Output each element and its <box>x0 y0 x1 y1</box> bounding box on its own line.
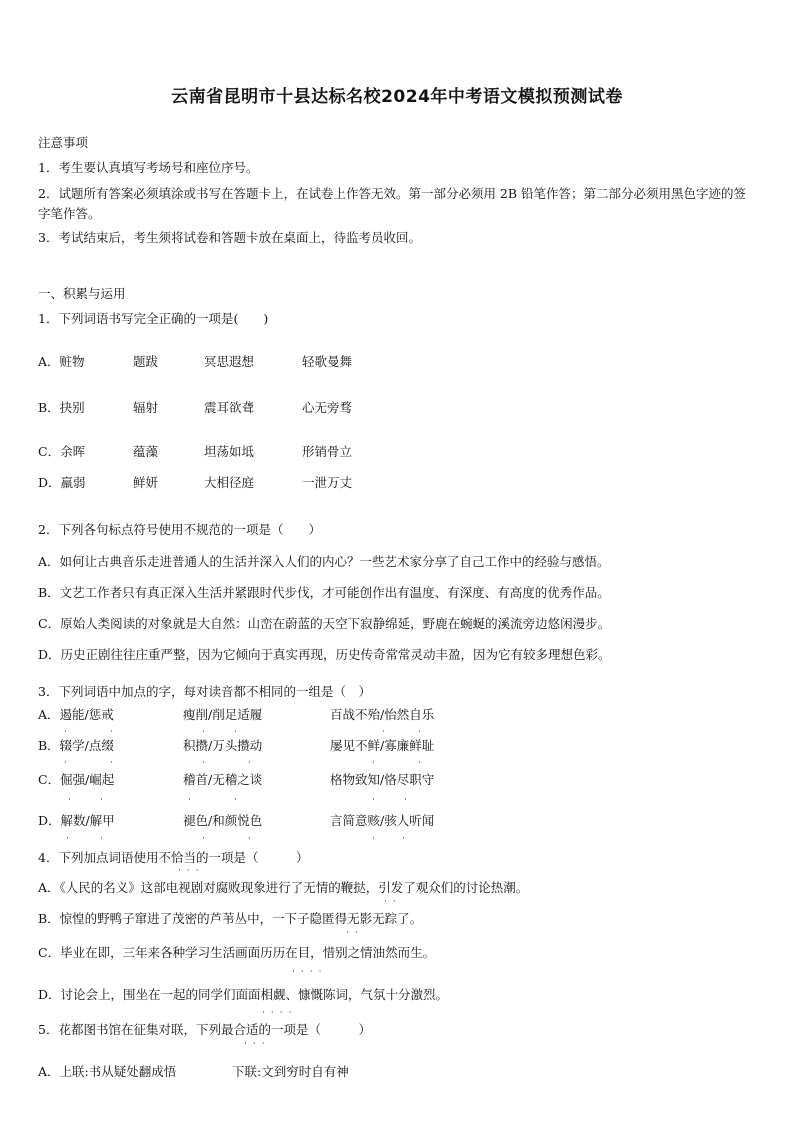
q3-b-col1: B．辍学/点缀 <box>38 738 114 753</box>
q1-a-word4: 轻歌曼舞 <box>302 354 353 369</box>
emphasis-dot: · <box>202 727 211 737</box>
q3-a-col1: A．遏能/惩戒 <box>38 707 114 722</box>
q1-b-word2: 辐射 <box>133 400 159 415</box>
notice-heading: 注意事项 <box>38 135 89 150</box>
emphasis-dot: · <box>404 795 413 805</box>
q3-c-col3: 格物致知/恪尽职守 <box>330 772 435 787</box>
q1-c-label: C．余晖 <box>38 444 86 459</box>
q1-d-word3: 大相径庭 <box>204 475 255 490</box>
q1-b-word4: 心无旁骛 <box>302 400 353 415</box>
q1-a-label: A．赃物 <box>38 354 85 369</box>
q2-option-d: D．历史正剧往往庄重严整，因为它倾向于真实再现，历史传奇常常灵动丰盈，因为它有较多理想色彩。 <box>38 647 611 662</box>
q3-d-col1: D．解数/解甲 <box>38 813 115 828</box>
emphasis-dot: · <box>188 795 197 805</box>
emphasis-dots: ·· <box>346 928 364 938</box>
q3-d-col3: 言简意赅/骇人听闻 <box>330 813 435 828</box>
emphasis-dot: · <box>372 795 381 805</box>
q3-a-col3: 百战不殆/怡然自乐 <box>330 707 435 722</box>
emphasis-dots: ···· <box>292 967 328 977</box>
emphasis-dot: · <box>110 727 119 737</box>
emphasis-dot: · <box>100 795 109 805</box>
emphasis-dot: · <box>202 758 211 768</box>
emphasis-dots: ··· <box>178 866 205 876</box>
q3-stem: 3．下列词语中加点的字，每对读音都不相同的一组是（ ） <box>38 684 371 699</box>
q4-option-d: D．讨论会上，围坐在一起的同学们面面相觑、慷慨陈词，气氛十分激烈。 <box>38 987 449 1002</box>
section-heading: 一、积累与运用 <box>38 286 126 301</box>
emphasis-dot: · <box>100 834 109 844</box>
q3-d-col2: 褪色/和颜悦色 <box>183 813 263 828</box>
q1-b-word3: 震耳欲聋 <box>204 400 255 415</box>
emphasis-dot: · <box>234 795 243 805</box>
q3-c-col1: C．倔强/崛起 <box>38 772 115 787</box>
emphasis-dot: · <box>418 758 427 768</box>
emphasis-dot: · <box>402 834 411 844</box>
emphasis-dot: · <box>234 727 243 737</box>
notice-item-1: 1．考生要认真填写考场号和座位序号。 <box>38 160 259 175</box>
q4-stem: 4．下列加点词语使用不恰当的一项是（ ） <box>38 850 309 865</box>
emphasis-dots: ··· <box>244 1039 271 1049</box>
q4-option-a: A．《人民的名义》这部电视剧对腐败现象进行了无情的鞭挞，引发了观众们的讨论热潮。 <box>38 880 529 895</box>
q1-c-word2: 蕴藻 <box>133 444 159 459</box>
q1-c-word4: 形销骨立 <box>302 444 353 459</box>
q4-option-b: B．惊惶的野鸭子窜进了茂密的芦苇丛中，一下子隐匿得无影无踪了。 <box>38 911 423 926</box>
q2-stem: 2．下列各句标点符号使用不规范的一项是（ ） <box>38 522 321 537</box>
emphasis-dot: · <box>202 834 211 844</box>
emphasis-dot: · <box>68 795 77 805</box>
emphasis-dot: · <box>372 834 381 844</box>
q5-a-lower: 下联:文到穷时自有神 <box>232 1064 349 1079</box>
q5-stem: 5．花都图书馆在征集对联，下列最合适的一项是（ ） <box>38 1022 371 1037</box>
document-title: 云南省昆明市十县达标名校2024年中考语文模拟预测试卷 <box>171 87 623 107</box>
notice-item-3: 3．考试结束后，考生须将试卷和答题卡放在桌面上，待监考员收回。 <box>38 230 421 245</box>
q1-d-label: D．羸弱 <box>38 475 86 490</box>
emphasis-dot: · <box>372 758 381 768</box>
emphasis-dot: · <box>248 834 257 844</box>
q2-option-c: C．原始人类阅读的对象就是大自然：山峦在蔚蓝的天空下寂静绵延，野鹿在蜿蜒的溪流旁边悠闲漫步。 <box>38 616 611 631</box>
q1-d-word2: 鲜妍 <box>133 475 159 490</box>
notice-item-2: 2．试题所有答案必须填涂或书写在答题卡上，在试卷上作答无效。第一部分必须用 2B 铅笔作答；第二部分必须用黑色字迹的签字笔作答。 <box>38 186 747 221</box>
q5-a-upper: A．上联:书从疑处翻成悟 <box>38 1064 177 1079</box>
q2-option-a: A．如何让古典音乐走进普通人的生活并深入人们的内心？一些艺术家分享了自己工作中的经验与感悟。 <box>38 554 610 569</box>
emphasis-dot: · <box>64 758 73 768</box>
emphasis-dot: · <box>110 758 119 768</box>
emphasis-dot: · <box>418 727 427 737</box>
q1-a-word2: 题跋 <box>133 354 159 369</box>
q3-b-col2: 积攒/万头攒动 <box>183 738 263 753</box>
q1-c-word3: 坦荡如坻 <box>204 444 255 459</box>
emphasis-dot: · <box>382 727 391 737</box>
emphasis-dot: · <box>66 834 75 844</box>
q1-stem: 1．下列词语书写完全正确的一项是( ) <box>38 311 269 326</box>
q1-b-label: B．抉别 <box>38 400 85 415</box>
q3-c-col2: 稽首/无稽之谈 <box>183 772 263 787</box>
q1-d-word4: 一泄万丈 <box>302 475 353 490</box>
emphasis-dots: ·· <box>384 897 402 907</box>
q3-a-col2: 瘦削/削足适履 <box>183 707 263 722</box>
emphasis-dots: ···· <box>262 1008 298 1018</box>
q2-option-b: B．文艺工作者只有真正深入生活并紧跟时代步伐，才可能创作出有温度、有深度、有高度的优秀作品。 <box>38 585 610 600</box>
emphasis-dot: · <box>248 758 257 768</box>
q4-option-c: C．毕业在即，三年来各种学习生活画面历历在目，惜别之情油然而生。 <box>38 945 436 960</box>
q1-a-word3: 冥思遐想 <box>204 354 255 369</box>
emphasis-dot: · <box>64 727 73 737</box>
q3-b-col3: 屡见不鲜/寡廉鲜耻 <box>330 738 435 753</box>
